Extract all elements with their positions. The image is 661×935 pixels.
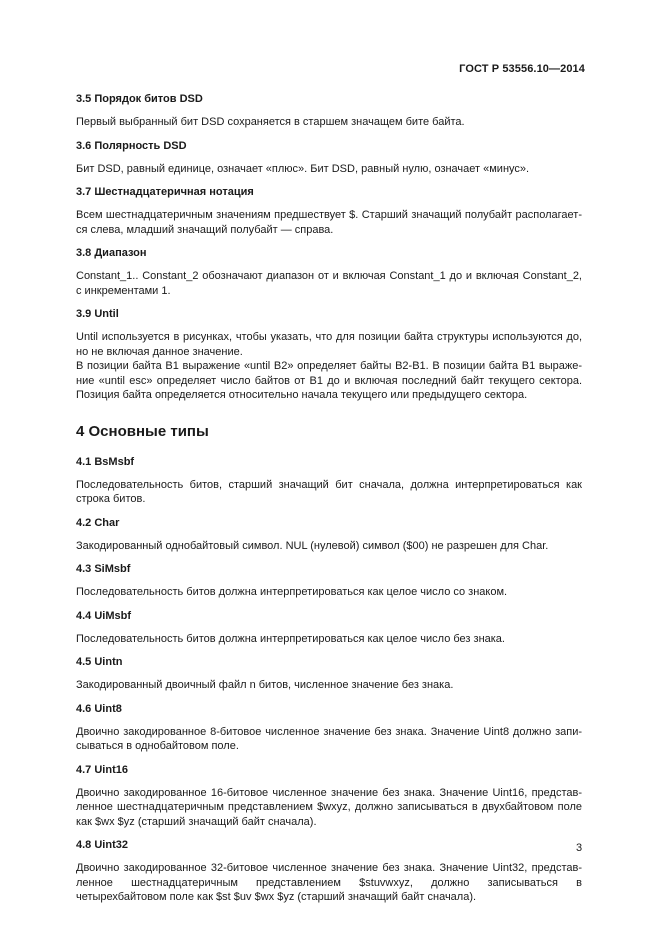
page-content — [76, 92, 582, 914]
subsection-heading-4-7: 4.7 Uint16 — [76, 763, 128, 776]
page-number: 3 — [576, 842, 583, 854]
paragraph: Последовательность битов должна интерпретироваться как целое число без знака. — [76, 632, 505, 645]
paragraph: Закодированный двоичный файл n битов, численное значение без знака. — [76, 679, 454, 691]
paragraph: Constant_1.. Constant_2 обозначают диапазон от и включая Constant_1 до и включая Constant_2, с инкрементами 1. — [76, 270, 582, 297]
subsection-heading-4-8: 4.8 Uint32 — [76, 839, 128, 851]
paragraph: В позиции байта B1 выражение «until B2» определяет байты B2-B1. В позиции байта B1 выраже-ние «until esc» определяет число байтов от B1 до и включая последний байт текущего сектора. Позиция байта определяется относительно начала текущего или предыдущего сектора. — [76, 360, 582, 401]
subsection-heading-3-9: 3.9 Until — [76, 308, 119, 320]
document-id-header: ГОСТ Р 53556.10—2014 — [459, 63, 585, 75]
subsection-heading-3-8: 3.8 Диапазон — [76, 247, 147, 259]
subsection-heading-4-6: 4.6 Uint8 — [76, 702, 122, 715]
paragraph: Бит DSD, равный единице, означает «плюс». Бит DSD, равный нулю, означает «минус». — [76, 162, 530, 175]
subsection-heading-4-4: 4.4 UiMsbf — [76, 609, 132, 622]
subsection-heading-4-1: 4.1 BsMsbf — [76, 455, 135, 468]
subsection-heading-4-2: 4.2 Char — [76, 516, 120, 529]
paragraph: Последовательность битов, старший значащий бит сначала, должна интерпретироваться как строка битов. — [76, 478, 582, 505]
paragraph: Двоично закодированное 32-битовое численное значение без знака. Значение Uint32, представ-ленное шестнадцатеричным представлением $stuvwxyz, должно записываться в четырехбайтовом поле как $st $uv $wx $yz (старший значащий байт сначала). — [76, 862, 582, 903]
section-heading-4: 4 Основные типы — [76, 422, 209, 440]
subsection-heading-3-5: 3.5 Порядок битов DSD — [76, 93, 203, 105]
subsection-heading-3-6: 3.6 Полярность DSD — [76, 139, 187, 152]
paragraph: Двоично закодированное 16-битовое численное значение без знака. Значение Uint16, представ-ленное шестнадцатеричным представлением $wxyz, должно записываться в двухбайтовом поле как $wx $yz (старший значащий байт сначала). — [76, 786, 582, 828]
paragraph: Всем шестнадцатеричным значениям предшествует $. Старший значащий полубайт располагает-ся слева, младший значащий полубайт — справа. — [76, 209, 582, 236]
paragraph: Последовательность битов должна интерпретироваться как целое число со знаком. — [76, 586, 508, 598]
subsection-heading-4-3: 4.3 SiMsbf — [76, 563, 131, 575]
paragraph: Первый выбранный бит DSD сохраняется в старшем значащем бите байта. — [76, 116, 465, 128]
subsection-heading-4-5: 4.5 Uintn — [76, 656, 123, 668]
paragraph: Закодированный однобайтовый символ. NUL (нулевой) символ ($00) не разрешен для Char. — [76, 539, 549, 552]
subsection-heading-3-7: 3.7 Шестнадцатеричная нотация — [76, 186, 254, 198]
paragraph: Двоично закодированное 8-битовое численное значение без знака. Значение Uint8 должно запи-сываться в однобайтовом поле. — [76, 725, 582, 752]
paragraph: Until используется в рисунках, чтобы указать, что для позиции байта структуры используются до, но не включая данное значение. — [76, 331, 582, 358]
